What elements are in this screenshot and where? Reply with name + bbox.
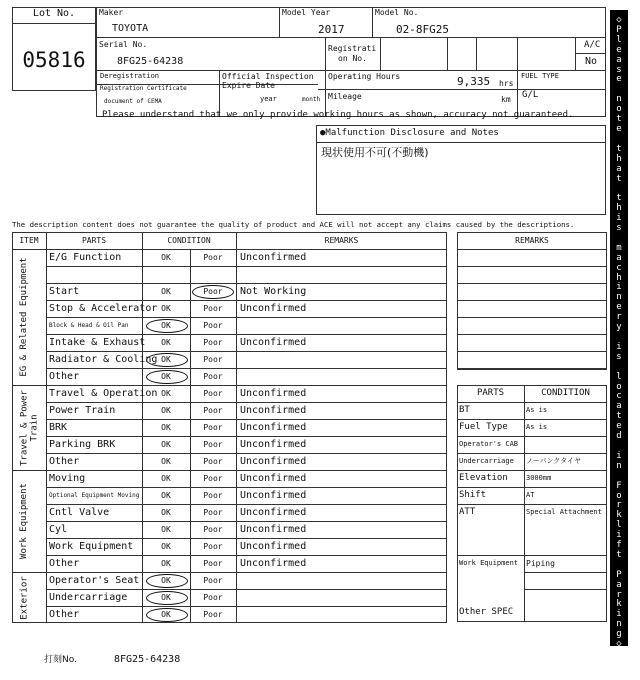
poor-option[interactable]: Poor	[203, 508, 223, 517]
grid-line	[12, 572, 447, 573]
grid-line	[457, 317, 607, 318]
work-equipment-label: Work Equipment	[459, 559, 519, 567]
work-equipment-value: Piping	[526, 559, 555, 568]
deregistration-label: Deregistration	[100, 72, 160, 80]
remarks-head: REMARKS	[515, 236, 549, 245]
remark-value: Unconfirmed	[240, 439, 307, 450]
document-label: document of CEMA	[104, 98, 162, 105]
head-parts: PARTS	[81, 236, 107, 245]
ok-option[interactable]: OK	[161, 406, 171, 415]
grid-line	[12, 249, 447, 250]
model-no-value: 02-8FG25	[396, 23, 449, 36]
grid-line	[46, 283, 447, 284]
malfunction-box	[316, 125, 606, 215]
spec-part: Undercarriage	[459, 457, 514, 465]
condition-head: CONDITION	[541, 388, 590, 398]
part-label: Moving	[49, 473, 86, 484]
grid-line	[457, 368, 607, 369]
ok-option[interactable]: OK	[161, 389, 171, 398]
remark-value: Unconfirmed	[240, 490, 307, 501]
model-year-value: 2017	[318, 23, 345, 36]
spec-part: ATT	[459, 507, 476, 517]
part-label: Other	[49, 609, 80, 620]
ok-option[interactable]: OK	[161, 304, 171, 313]
grid-line	[46, 521, 447, 522]
poor-option[interactable]: Poor	[203, 253, 223, 262]
spec-value: As is	[526, 406, 548, 414]
poor-option[interactable]: Poor	[203, 593, 223, 602]
grid-line	[236, 232, 237, 623]
grid-line	[46, 538, 447, 539]
ok-circle-mark	[146, 370, 188, 384]
sidebar-notice	[610, 10, 628, 650]
grid-line	[457, 351, 607, 352]
registration-label-1: Registrati	[328, 44, 377, 53]
grid-line	[12, 470, 447, 471]
poor-option[interactable]: Poor	[203, 525, 223, 534]
part-label: Power Train	[49, 405, 116, 416]
spec-part: BT	[459, 405, 470, 415]
grid-line	[457, 283, 607, 284]
year-label: year	[260, 95, 277, 103]
ok-option[interactable]: OK	[161, 338, 171, 347]
part-label: Travel & Operation	[49, 388, 158, 399]
part-label: Stop & Accelerator	[49, 303, 158, 314]
grid-line	[457, 334, 607, 335]
malfunction-title: ●Malfunction Disclosure and Notes	[320, 128, 499, 138]
ok-option[interactable]: OK	[161, 542, 171, 551]
footer-label: 打刻No.	[44, 655, 77, 665]
grid-line	[457, 453, 607, 454]
model-no-label: Model No.	[375, 8, 419, 17]
part-label: Other	[49, 371, 80, 382]
poor-option[interactable]: Poor	[203, 542, 223, 551]
grid-line	[46, 351, 447, 352]
grid-line	[46, 419, 447, 420]
maker-label: Maker	[99, 8, 124, 17]
grid-line	[12, 385, 447, 386]
head-condition: CONDITION	[167, 236, 211, 245]
remark-value: Unconfirmed	[240, 405, 307, 416]
part-label: Undercarriage	[49, 592, 128, 603]
sidebar-text: ◇ P l e a s e n o t e t h a t t h i s m a c h i n e r y i s l o c a t e d i n F o r k l i f t P a r k i n g ◇	[616, 15, 622, 650]
poor-circle-mark	[192, 285, 234, 299]
grid-line	[457, 555, 607, 556]
head-item: ITEM	[19, 236, 39, 245]
grid-line	[457, 249, 607, 250]
malfunction-text: 現状使用不可(不動機)	[321, 146, 429, 159]
ok-option[interactable]: OK	[161, 559, 171, 568]
grid-line	[46, 232, 47, 623]
grid-line	[46, 266, 447, 267]
spec-part: Operator's CAB	[459, 440, 519, 448]
spec-value: 3000mm	[526, 474, 552, 482]
grid-line	[46, 436, 447, 437]
spec-part: Elevation	[459, 473, 508, 483]
part-label: Optional Equipment Moving	[49, 492, 140, 499]
remark-value: Unconfirmed	[240, 337, 307, 348]
grid-line	[46, 487, 447, 488]
grid-line	[457, 504, 607, 505]
part-label: Operator's Seat	[49, 575, 140, 586]
ok-option[interactable]: OK	[161, 355, 171, 364]
grid-line	[457, 266, 607, 267]
head-remarks: REMARKS	[324, 236, 359, 245]
poor-option[interactable]: Poor	[203, 304, 223, 313]
remark-value: Unconfirmed	[240, 388, 307, 399]
mileage-label: Mileage	[328, 92, 362, 101]
part-label: E/G Function	[49, 252, 122, 263]
spec-value: Special Attachment	[526, 508, 602, 516]
spec-value: ノーパンクタイヤ	[526, 457, 582, 465]
ok-option[interactable]: OK	[161, 423, 171, 432]
poor-option[interactable]: Poor	[203, 423, 223, 432]
item-group-label: Exterior	[19, 575, 29, 620]
grid-line	[46, 368, 447, 369]
poor-option[interactable]: Poor	[203, 355, 223, 364]
poor-option[interactable]: Poor	[203, 610, 223, 619]
part-label: Block & Head & Oil Pan	[49, 322, 129, 329]
remark-value: Unconfirmed	[240, 303, 307, 314]
hrs-unit: hrs	[499, 79, 514, 88]
model-year-label: Model Year	[282, 8, 331, 17]
fuel-type-label: FUEL TYPE	[521, 72, 559, 80]
grid-line	[46, 317, 447, 318]
ok-circle-mark	[146, 608, 188, 622]
grid-line	[46, 334, 447, 335]
ok-option[interactable]: OK	[161, 287, 171, 296]
remark-value: Unconfirmed	[240, 456, 307, 467]
grid-line	[46, 589, 447, 590]
poor-option[interactable]: Poor	[203, 474, 223, 483]
grid-line	[457, 300, 607, 301]
maker-value: TOYOTA	[112, 23, 149, 34]
month-label: month	[302, 96, 321, 103]
remark-value: Unconfirmed	[240, 422, 307, 433]
registration-certificate-label: Registration Certificate	[100, 85, 187, 92]
ok-option[interactable]: OK	[161, 593, 171, 602]
ok-circle-mark	[146, 574, 188, 588]
disclaimer-text: The description content does not guarantee the quality of product and ACE will not accept any claims caused by the descriptions.	[12, 220, 575, 229]
spec-value: AT	[526, 491, 535, 499]
grid-line	[46, 555, 447, 556]
spec-value: As is	[526, 423, 548, 431]
notice-text: Please understand that we only provide working hours as shown, accuracy not guaranteed.	[102, 110, 574, 120]
grid-line	[457, 436, 607, 437]
ok-option[interactable]: OK	[161, 525, 171, 534]
remark-value: Not Working	[240, 286, 307, 297]
ok-option[interactable]: OK	[161, 474, 171, 483]
part-label: BRK	[49, 422, 68, 433]
part-label: Other	[49, 558, 80, 569]
remark-value: Unconfirmed	[240, 473, 307, 484]
part-label: Intake & Exhaust	[49, 337, 146, 348]
grid-line	[457, 487, 607, 488]
poor-option[interactable]: Poor	[203, 321, 223, 330]
poor-option[interactable]: Poor	[203, 440, 223, 449]
fuel-type-value: G/L	[522, 90, 539, 100]
poor-option[interactable]: Poor	[203, 491, 223, 500]
poor-option[interactable]: Poor	[203, 576, 223, 585]
remarks-frame	[457, 232, 607, 370]
poor-option[interactable]: Poor	[203, 287, 223, 296]
grid-line	[457, 419, 607, 420]
ok-option[interactable]: OK	[161, 491, 171, 500]
item-group-label: EG & Related Equipment	[19, 257, 29, 377]
ok-circle-mark	[146, 591, 188, 605]
ok-option[interactable]: OK	[161, 440, 171, 449]
remark-value: Unconfirmed	[240, 507, 307, 518]
remark-value: Unconfirmed	[240, 541, 307, 552]
km-unit: km	[501, 95, 511, 104]
grid-line	[457, 402, 607, 403]
inspection-label-2: Expire Date	[222, 81, 275, 90]
grid-line	[457, 470, 607, 471]
other-spec-label: Other SPEC	[459, 607, 514, 617]
ok-option[interactable]: OK	[161, 610, 171, 619]
part-label: Radiator & Cooling	[49, 354, 158, 365]
poor-option[interactable]: Poor	[203, 406, 223, 415]
lot-number: 05816	[22, 48, 86, 72]
ok-option[interactable]: OK	[161, 457, 171, 466]
poor-option[interactable]: Poor	[203, 559, 223, 568]
grid-line	[524, 589, 607, 590]
lot-label: Lot No.	[32, 8, 76, 19]
ac-label: A/C	[584, 40, 601, 50]
serial-value: 8FG25-64238	[117, 56, 184, 67]
poor-option[interactable]: Poor	[203, 389, 223, 398]
poor-option[interactable]: Poor	[203, 457, 223, 466]
item-group-label: Work Equipment	[19, 483, 29, 559]
part-label: Work Equipment	[49, 541, 134, 552]
parts-head: PARTS	[476, 388, 505, 398]
operating-hours-value: 9,335	[457, 75, 491, 88]
registration-label-2: on No.	[338, 54, 367, 63]
ok-circle-mark	[146, 353, 188, 367]
inspection-label-1: Official Inspection	[222, 72, 314, 81]
grid-line	[46, 504, 447, 505]
remark-value: Unconfirmed	[240, 524, 307, 535]
ok-option[interactable]: OK	[161, 508, 171, 517]
grid-line	[46, 453, 447, 454]
serial-label: Serial No.	[99, 40, 148, 49]
grid-line	[46, 606, 447, 607]
grid-line	[524, 572, 607, 573]
footer-value: 8FG25-64238	[114, 654, 181, 665]
ok-option[interactable]: OK	[161, 321, 171, 330]
grid-line	[46, 402, 447, 403]
operating-hours-label: Operating Hours	[328, 72, 401, 81]
part-label: Cyl	[49, 524, 68, 535]
remark-value: Unconfirmed	[240, 558, 307, 569]
ok-option[interactable]: OK	[161, 253, 171, 262]
ok-option[interactable]: OK	[161, 576, 171, 585]
ac-value: No	[585, 56, 598, 67]
poor-option[interactable]: Poor	[203, 338, 223, 347]
spec-part: Shift	[459, 490, 487, 500]
spec-part: Fuel Type	[459, 422, 508, 432]
grid-line	[46, 300, 447, 301]
ok-option[interactable]: OK	[161, 372, 171, 381]
remark-value: Unconfirmed	[240, 252, 307, 263]
part-label: Cntl Valve	[49, 507, 110, 518]
part-label: Other	[49, 456, 80, 467]
ok-circle-mark	[146, 319, 188, 333]
part-label: Start	[49, 286, 80, 297]
item-group-label: Travel & Power Train	[19, 389, 39, 466]
poor-option[interactable]: Poor	[203, 372, 223, 381]
part-label: Parking BRK	[49, 439, 116, 450]
